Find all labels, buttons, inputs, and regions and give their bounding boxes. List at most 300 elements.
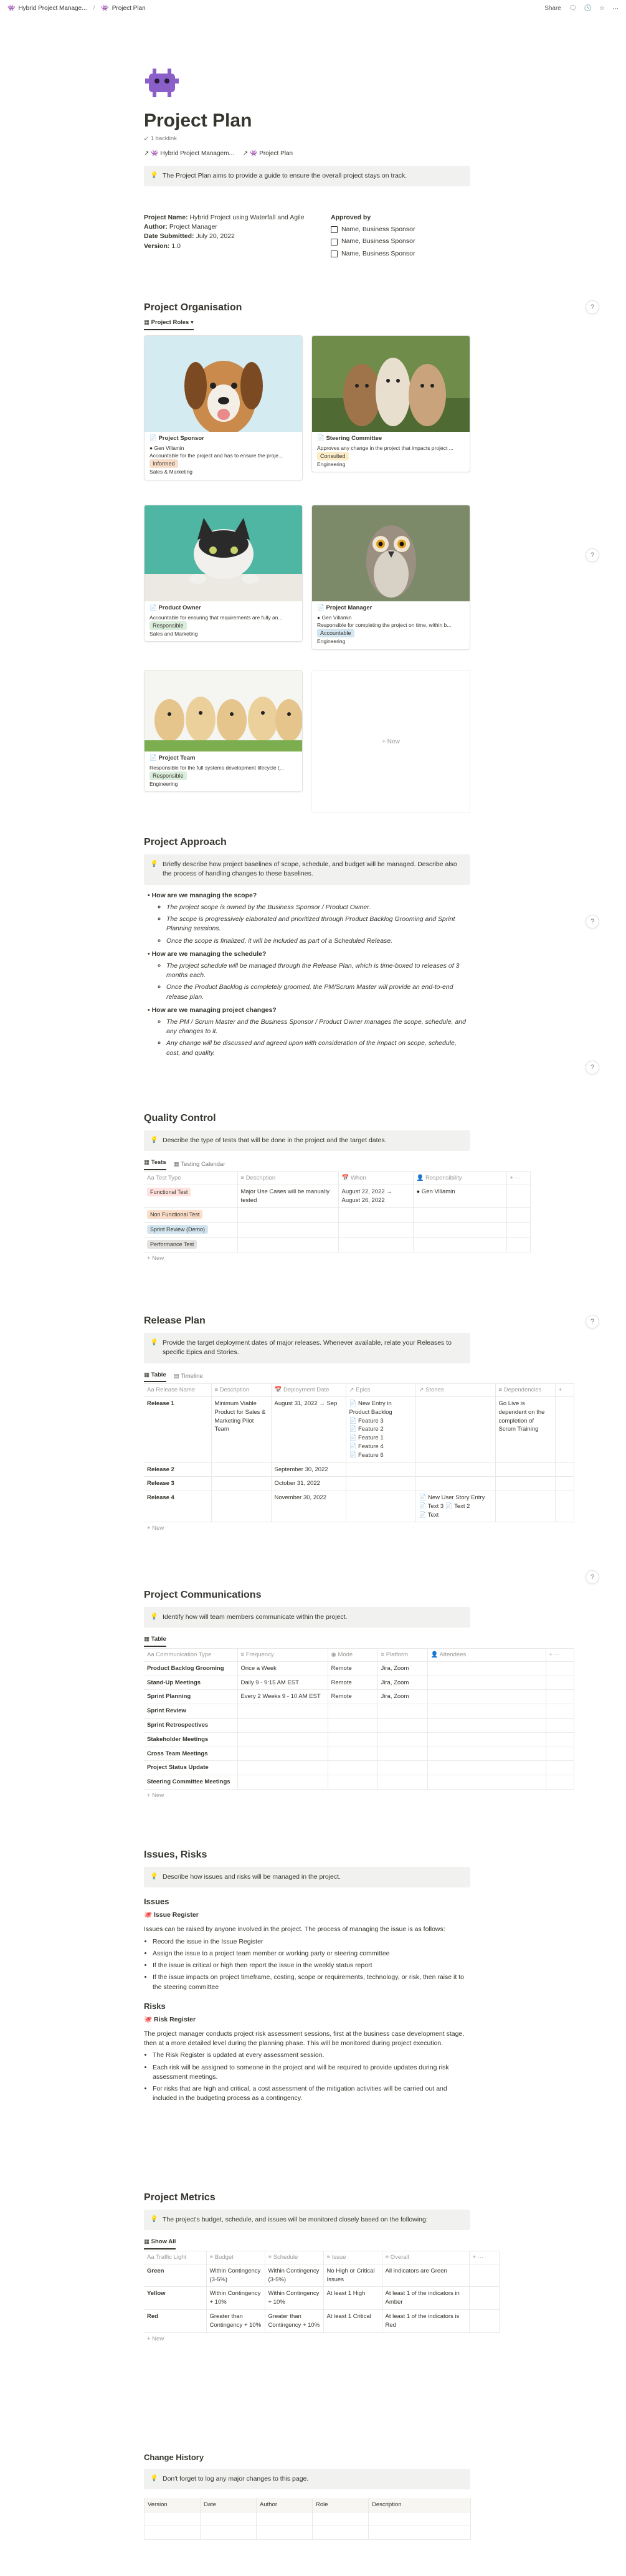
linked-page-2-label: Project Plan bbox=[259, 150, 293, 157]
issue-register-link[interactable] bbox=[144, 1911, 470, 1920]
comm-type[interactable]: Project Status Update bbox=[144, 1761, 237, 1775]
traffic-light[interactable]: Red bbox=[144, 2310, 206, 2333]
card-person: ● Gen Villamin bbox=[149, 444, 184, 451]
new-row-button[interactable]: + New bbox=[147, 1791, 164, 1799]
column-header[interactable]: Aa Communication Type bbox=[144, 1649, 237, 1662]
date-label: Date Submitted: bbox=[144, 232, 194, 241]
comms-callout bbox=[144, 1607, 470, 1628]
card-department: Engineering bbox=[149, 781, 178, 788]
checkbox[interactable] bbox=[331, 239, 338, 246]
lightbulb-icon: 💡 bbox=[150, 1873, 158, 1881]
help-icon[interactable]: ? bbox=[586, 300, 599, 314]
table-row[interactable] bbox=[144, 1477, 574, 1491]
backlinks-label: 1 backlink bbox=[150, 135, 177, 142]
column-header: Description bbox=[369, 2498, 471, 2512]
comm-type[interactable]: Steering Committee Meetings bbox=[144, 1775, 237, 1790]
column-header[interactable]: ≡ Schedule bbox=[265, 2251, 323, 2264]
column-header[interactable]: Aa Traffic Light bbox=[144, 2251, 206, 2264]
card-department: Engineering bbox=[317, 638, 346, 645]
comm-type[interactable]: Sprint Planning bbox=[144, 1690, 237, 1704]
risks-paragraph: The project manager conducts project risk assessment sessions, first at the business case development stage, then at a more detailed level during the planning phase. This will be monitored during project execution. bbox=[144, 2030, 465, 2048]
column-header-label: Mode bbox=[338, 1651, 353, 1659]
quality-callout-text: Describe the type of tests that will be done in the project and the target dates. bbox=[163, 1137, 387, 1145]
column-header[interactable]: 📅 Deployment Date bbox=[271, 1384, 346, 1397]
test-type-tag: Functional Test bbox=[147, 1188, 191, 1196]
table-cell[interactable]: Jira, Zoom bbox=[377, 1676, 427, 1690]
card-title: 📄 Project Manager bbox=[317, 604, 372, 611]
tab-table[interactable]: ▦ Table bbox=[144, 1371, 166, 1383]
comment-icon[interactable]: 🗨 bbox=[568, 4, 577, 12]
relation-item[interactable]: 📄 Feature 2 bbox=[349, 1426, 384, 1433]
history-callout bbox=[144, 2469, 470, 2489]
tab-show-all[interactable]: ▦ Show All bbox=[144, 2238, 176, 2249]
breadcrumb-parent[interactable]: Hybrid Project Manage... bbox=[18, 4, 87, 12]
sponsor-label: Name, Business Sponsor bbox=[341, 237, 415, 246]
change-history-table bbox=[144, 2498, 471, 2540]
table-cell[interactable]: Minimum Viable Product for Sales & Marketing Pilot Team bbox=[211, 1397, 271, 1462]
table-cell[interactable]: Remote bbox=[328, 1676, 377, 1690]
issues-paragraph: Issues can be raised by anyone involved in the project. The process of managing the issue is as follows: bbox=[144, 1925, 445, 1934]
comm-type[interactable]: Stand-Up Meetings bbox=[144, 1676, 237, 1690]
table-cell[interactable]: Major Use Cases will be manually tested bbox=[237, 1185, 338, 1208]
card-title: 📄 Project Sponsor bbox=[149, 435, 204, 442]
comm-type[interactable]: Product Backlog Grooming bbox=[144, 1661, 237, 1676]
register-icon: 🐙 bbox=[144, 1911, 153, 1919]
help-icon[interactable]: ? bbox=[586, 915, 599, 928]
table-cell[interactable]: Remote bbox=[328, 1661, 377, 1676]
release-name[interactable]: Release 1 bbox=[144, 1397, 211, 1462]
approvals bbox=[331, 213, 468, 261]
release-name[interactable]: Release 3 bbox=[144, 1477, 211, 1491]
new-row-button[interactable]: + New bbox=[147, 1525, 164, 1532]
table-row[interactable] bbox=[144, 1491, 574, 1522]
project-name-value: Hybrid Project using Waterfall and Agile bbox=[189, 214, 305, 221]
card-title-text: Steering Committee bbox=[326, 435, 382, 442]
page-emoji-icon[interactable] bbox=[144, 67, 180, 103]
tests-table bbox=[144, 1171, 531, 1252]
quality-callout bbox=[144, 1130, 470, 1151]
sponsor-checkbox-row[interactable] bbox=[331, 249, 468, 259]
lightbulb-icon: 💡 bbox=[150, 1613, 158, 1621]
relation-label: Feature 6 bbox=[358, 1451, 384, 1459]
column-header[interactable]: Aa Release Name bbox=[144, 1384, 211, 1397]
tab-table[interactable]: ▦ Table bbox=[144, 1635, 166, 1647]
table-cell[interactable]: Greater than Contingency + 10% bbox=[206, 2310, 265, 2333]
test-type-tag: Performance Test bbox=[147, 1240, 197, 1249]
card-title: 📄 Project Team bbox=[149, 755, 196, 761]
intro-callout-text: The Project Plan aims to provide a guide to ensure the overall project stays on track. bbox=[163, 172, 407, 180]
tab-tests[interactable]: ▦ Tests bbox=[144, 1158, 166, 1170]
column-header-label: Schedule bbox=[273, 2254, 298, 2261]
checkbox[interactable] bbox=[331, 250, 338, 257]
add-column-button[interactable]: + bbox=[555, 1384, 574, 1397]
table-row[interactable] bbox=[144, 1462, 574, 1477]
approach-list bbox=[144, 891, 470, 1058]
release-name[interactable]: Release 4 bbox=[144, 1491, 211, 1522]
table-row[interactable] bbox=[144, 1397, 574, 1462]
tab-show-all-label: Show All bbox=[151, 2238, 176, 2246]
lightbulb-icon: 💡 bbox=[150, 861, 158, 868]
raci-tag: Accountable bbox=[317, 629, 354, 637]
comms-callout-text: Identify how will team members communicate within the project. bbox=[163, 1613, 348, 1621]
table-cell[interactable]: Jira, Zoom bbox=[377, 1661, 427, 1676]
raci-tag: Responsible bbox=[149, 621, 187, 630]
column-header-label: When bbox=[350, 1175, 366, 1182]
card-title-text: Project Manager bbox=[326, 604, 372, 611]
column-header[interactable]: ◉ Mode bbox=[328, 1649, 377, 1662]
table-row[interactable] bbox=[144, 2264, 499, 2287]
star-icon[interactable]: ☆ bbox=[599, 4, 605, 12]
table-cell[interactable]: September 30, 2022 bbox=[271, 1462, 346, 1477]
person-name: Gen Villamin bbox=[154, 444, 184, 451]
table-row[interactable] bbox=[144, 2310, 499, 2333]
section-heading-approach[interactable]: Project Approach bbox=[144, 837, 227, 847]
tab-table-label: Table bbox=[151, 1371, 166, 1378]
table-row[interactable] bbox=[144, 2287, 499, 2310]
add-column-button[interactable]: + ··· bbox=[546, 1649, 574, 1662]
metrics-callout-text: The project's budget, schedule, and issues will be monitored closely based on the following: bbox=[163, 2216, 428, 2224]
table-cell[interactable] bbox=[257, 2512, 313, 2526]
issue-register-label: Issue Register bbox=[154, 1911, 199, 1919]
table-row[interactable] bbox=[144, 1690, 574, 1704]
comms-view-tabs bbox=[144, 1635, 470, 1647]
top-bar bbox=[0, 0, 626, 17]
raci-tag: Consulted bbox=[317, 452, 349, 460]
risks-subheading[interactable]: Risks bbox=[144, 2001, 166, 2011]
risk-register-link[interactable] bbox=[144, 2015, 470, 2025]
column-header[interactable]: ≡ Dependencies bbox=[495, 1384, 555, 1397]
table-row[interactable] bbox=[144, 1223, 530, 1238]
tab-testing-calendar[interactable]: ▦ Testing Calendar bbox=[173, 1160, 225, 1168]
relation-item[interactable]: 📄 Text bbox=[419, 1511, 439, 1519]
comm-type[interactable]: Cross Team Meetings bbox=[144, 1747, 237, 1761]
table-cell[interactable]: November 30, 2022 bbox=[271, 1491, 346, 1522]
author-value: Project Manager bbox=[169, 223, 217, 231]
table-cell[interactable]: Greater than Contingency + 10% bbox=[265, 2310, 323, 2333]
lightbulb-icon: 💡 bbox=[150, 1137, 158, 1144]
column-header[interactable]: ↗ Stories bbox=[415, 1384, 495, 1397]
approach-item: ◦ The scope is progressively elaborated and prioritized through Product Backlog Grooming and Sprint Planning sessions. bbox=[166, 915, 470, 933]
table-cell[interactable]: October 31, 2022 bbox=[271, 1477, 346, 1491]
table-row[interactable] bbox=[144, 1185, 530, 1208]
table-cell[interactable]: Go Live is dependent on the completion of Scrum Training bbox=[495, 1397, 555, 1462]
column-header: Role bbox=[313, 2498, 369, 2512]
approach-callout bbox=[144, 854, 470, 884]
communications-table bbox=[144, 1648, 574, 1790]
tab-project-roles-label: Project Roles bbox=[151, 319, 189, 327]
card-title-text: Product Owner bbox=[158, 604, 201, 611]
table-cell[interactable] bbox=[257, 2526, 313, 2539]
register-icon: 🐙 bbox=[144, 2015, 153, 2023]
table-cell[interactable]: August 22, 2022 → August 26, 2022 bbox=[338, 1185, 413, 1208]
author-label: Author: bbox=[144, 223, 168, 231]
table-cell[interactable]: Within Contingency (3-5%) bbox=[206, 2264, 265, 2287]
version-value: 1.0 bbox=[171, 242, 181, 250]
card-title: 📄 Product Owner bbox=[149, 604, 201, 611]
traffic-light[interactable]: Yellow bbox=[144, 2287, 206, 2310]
table-cell[interactable]: At least 1 High bbox=[323, 2287, 382, 2310]
section-heading-quality[interactable]: Quality Control bbox=[144, 1113, 216, 1123]
stories-cell[interactable] bbox=[415, 1491, 495, 1522]
table-cell[interactable]: At least 1 of the indicators is Red bbox=[382, 2310, 469, 2333]
column-header[interactable]: ≡ Description bbox=[237, 1172, 338, 1185]
column-header-label: Description bbox=[245, 1175, 276, 1182]
column-header: Version bbox=[145, 2498, 201, 2512]
column-header-label: Release Name bbox=[156, 1386, 196, 1394]
card-description: Responsible for completing the project on time, within b... bbox=[317, 622, 452, 629]
column-header-label: Platform bbox=[386, 1651, 409, 1659]
section-heading-communications[interactable]: Project Communications bbox=[144, 1590, 262, 1600]
table-row[interactable] bbox=[144, 1676, 574, 1690]
new-row-button[interactable]: + New bbox=[147, 1254, 164, 1262]
table-cell[interactable]: Once a Week bbox=[237, 1661, 328, 1676]
table-cell[interactable]: At least 1 of the indicators in Amber bbox=[382, 2287, 469, 2310]
section-heading-release[interactable]: Release Plan bbox=[144, 1315, 206, 1326]
approach-item: ◦ Any change will be discussed and agreed upon with consideration of the impact on scope, schedule, cost, and quality. bbox=[166, 1039, 470, 1057]
release-table bbox=[144, 1383, 574, 1522]
table-row[interactable] bbox=[144, 1732, 574, 1747]
release-callout bbox=[144, 1333, 470, 1363]
table-cell[interactable]: August 31, 2022 → Sep bbox=[271, 1397, 346, 1462]
section-heading-metrics[interactable]: Project Metrics bbox=[144, 2192, 216, 2203]
column-header-label: Epics bbox=[356, 1386, 371, 1394]
approved-by-heading: Approved by bbox=[331, 214, 371, 221]
relation-item[interactable]: 📄 Feature 1 bbox=[349, 1434, 384, 1442]
section-heading-issues-risks[interactable]: Issues, Risks bbox=[144, 1849, 207, 1860]
card-department: Sales & Marketing bbox=[149, 469, 192, 475]
tab-table-label: Table bbox=[151, 1636, 166, 1643]
table-row[interactable] bbox=[144, 1747, 574, 1761]
column-header[interactable]: ≡ Frequency bbox=[237, 1649, 328, 1662]
column-header-label: Description bbox=[219, 1386, 250, 1394]
column-header-label: Issue bbox=[331, 2254, 346, 2261]
column-header-label: Budget bbox=[214, 2254, 234, 2261]
table-cell[interactable]: At least 1 Critical bbox=[323, 2310, 382, 2333]
table-cell[interactable]: Within Contingency + 10% bbox=[265, 2287, 323, 2310]
comm-type[interactable]: Sprint Retrospectives bbox=[144, 1719, 237, 1733]
approach-callout-text: Briefly describe how project baselines of scope, schedule, and budget will be managed. Describe also the process of handling changes to these baselines. bbox=[163, 861, 457, 878]
relation-item[interactable]: 📄 Feature 3 bbox=[349, 1417, 384, 1424]
table-row[interactable] bbox=[145, 2512, 471, 2526]
table-cell[interactable]: Within Contingency (3-5%) bbox=[265, 2264, 323, 2287]
card-title-text: Project Sponsor bbox=[158, 435, 204, 442]
share-button[interactable]: Share bbox=[544, 4, 561, 12]
relation-label: Feature 4 bbox=[358, 1443, 384, 1450]
column-header[interactable]: ↗ Epics bbox=[346, 1384, 415, 1397]
section-heading-organisation[interactable]: Project Organisation bbox=[144, 302, 242, 313]
approach-question: • How are we managing project changes? bbox=[148, 1006, 277, 1014]
sponsor-checkbox-row[interactable] bbox=[331, 225, 468, 234]
add-column-button[interactable]: + ··· bbox=[469, 2251, 499, 2264]
history-callout-text: Don't forget to log any major changes to this page. bbox=[163, 2474, 309, 2483]
approach-item: ◦ Once the Product Backlog is completely groomed, the PM/Scrum Master will provide an end-to-end release plan. bbox=[166, 983, 470, 1001]
approach-item: ◦ The project scope is owned by the Business Sponsor / Product Owner. bbox=[166, 903, 470, 912]
role-card[interactable] bbox=[144, 335, 303, 480]
column-header[interactable]: 📅 When bbox=[338, 1172, 413, 1185]
new-card-button[interactable] bbox=[311, 670, 470, 813]
card-title: 📄 Steering Committee bbox=[317, 435, 382, 442]
tab-testing-calendar-label: Testing Calendar bbox=[181, 1160, 225, 1168]
table-cell[interactable]: All indicators are Green bbox=[382, 2264, 469, 2287]
more-icon[interactable]: ··· bbox=[612, 4, 619, 12]
table-row[interactable] bbox=[145, 2526, 471, 2539]
relation-label: Feature 2 bbox=[358, 1426, 384, 1433]
column-header[interactable]: ≡ Issue bbox=[323, 2251, 382, 2264]
project-meta bbox=[144, 213, 318, 261]
help-icon[interactable]: ? bbox=[586, 1570, 599, 1584]
new-row-button[interactable]: + New bbox=[147, 2335, 164, 2342]
table-cell[interactable] bbox=[313, 2526, 369, 2539]
relation-item[interactable]: 📄 New Entry in Product Backlog bbox=[349, 1400, 392, 1416]
table-cell[interactable]: ● Gen Villamin bbox=[413, 1185, 506, 1208]
column-header-label: Test Type bbox=[156, 1175, 181, 1182]
role-card[interactable] bbox=[311, 335, 470, 472]
add-column-button[interactable]: + ··· bbox=[506, 1172, 530, 1185]
page-icon: 👾 bbox=[7, 4, 16, 12]
column-header-label: Frequency bbox=[245, 1651, 274, 1659]
person-name: Gen Villamin bbox=[321, 614, 352, 621]
puppies-image bbox=[145, 670, 302, 751]
table-row[interactable] bbox=[144, 1661, 574, 1676]
table-row[interactable] bbox=[144, 1208, 530, 1223]
lightbulb-icon: 💡 bbox=[150, 2216, 158, 2223]
role-card[interactable] bbox=[144, 505, 303, 642]
column-header[interactable]: Aa Test Type bbox=[144, 1172, 237, 1185]
issue-step: • Assign the issue to a project team member or working party or steering committee bbox=[153, 1949, 470, 1958]
metrics-callout bbox=[144, 2210, 470, 2230]
help-icon[interactable]: ? bbox=[586, 548, 599, 562]
risk-step: • The Risk Register is updated at every assessment session. bbox=[153, 2051, 470, 2060]
relation-label: Text bbox=[427, 1511, 439, 1519]
table-row[interactable] bbox=[144, 1719, 574, 1733]
table-cell[interactable] bbox=[201, 2526, 257, 2539]
sponsor-label: Name, Business Sponsor bbox=[341, 249, 415, 257]
test-type-tag: Sprint Review (Demo) bbox=[147, 1225, 208, 1234]
table-cell[interactable] bbox=[313, 2512, 369, 2526]
tab-project-roles[interactable]: ▦ Project Roles ▾ bbox=[144, 318, 194, 330]
help-icon[interactable]: ? bbox=[586, 1061, 599, 1074]
comm-type[interactable]: Sprint Review bbox=[144, 1704, 237, 1719]
relation-item[interactable]: 📄 Feature 6 bbox=[349, 1451, 384, 1459]
epics-cell[interactable] bbox=[346, 1397, 415, 1462]
role-card[interactable] bbox=[311, 505, 470, 650]
table-cell[interactable]: Within Contingency + 10% bbox=[206, 2287, 265, 2310]
risk-step: • Each risk will be assigned to someone in the project and will be required to provide updates during risk assessment meetings. bbox=[153, 2063, 470, 2082]
lightbulb-icon: 💡 bbox=[150, 2474, 158, 2482]
card-title-text: Project Team bbox=[158, 755, 196, 761]
breadcrumb-separator: / bbox=[93, 4, 95, 12]
table-row[interactable] bbox=[144, 1775, 574, 1790]
raci-tag: Informed bbox=[149, 459, 178, 468]
risk-register-label: Risk Register bbox=[154, 2015, 196, 2023]
table-cell[interactable]: Jira, Zoom bbox=[377, 1690, 427, 1704]
quality-view-tabs bbox=[144, 1158, 470, 1170]
linked-page-1[interactable]: ↗ 👾 Hybrid Project Managem... bbox=[144, 150, 234, 157]
relation-label: New User Story Entry bbox=[427, 1494, 485, 1502]
version-label: Version: bbox=[144, 242, 170, 250]
new-card-label: + New bbox=[382, 738, 400, 745]
column-header[interactable]: ≡ Description bbox=[211, 1384, 271, 1397]
column-header[interactable]: 👤 Responsibility bbox=[413, 1172, 506, 1185]
table-cell[interactable]: Every 2 Weeks 9 - 10 AM EST bbox=[237, 1690, 328, 1704]
card-description: Responsible for the full systems development lifecycle (... bbox=[149, 764, 284, 771]
lightbulb-icon: 💡 bbox=[150, 1339, 158, 1347]
page-title[interactable]: Project Plan bbox=[144, 110, 252, 131]
metrics-view-tabs bbox=[144, 2238, 470, 2249]
project-name-label: Project Name: bbox=[144, 214, 188, 221]
approach-question-text: How are we managing the scope? bbox=[151, 891, 257, 899]
intro-callout bbox=[144, 166, 470, 186]
release-name[interactable]: Release 2 bbox=[144, 1462, 211, 1477]
help-icon[interactable]: ? bbox=[586, 1315, 599, 1329]
table-row[interactable] bbox=[144, 1704, 574, 1719]
column-header-label: Communication Type bbox=[156, 1651, 212, 1659]
comm-type[interactable]: Stakeholder Meetings bbox=[144, 1732, 237, 1747]
release-callout-text: Provide the target deployment dates of major releases. Whenever available, relate your Releases to specific Epics and Stories. bbox=[163, 1339, 452, 1357]
history-icon[interactable]: 🕓 bbox=[584, 4, 592, 12]
section-heading-change-history[interactable]: Change History bbox=[144, 2453, 204, 2462]
table-row[interactable] bbox=[144, 1761, 574, 1775]
table-row[interactable] bbox=[144, 1238, 530, 1252]
tab-timeline[interactable]: ▤ Timeline bbox=[173, 1373, 203, 1380]
column-header[interactable]: 👤 Attendees bbox=[427, 1649, 546, 1662]
table-cell[interactable] bbox=[145, 2526, 201, 2539]
table-cell[interactable] bbox=[201, 2512, 257, 2526]
relation-item[interactable]: 📄 Feature 4 bbox=[349, 1443, 384, 1450]
column-header-label: Deployment Date bbox=[283, 1386, 330, 1394]
column-header[interactable]: ≡ Budget bbox=[206, 2251, 265, 2264]
table-cell[interactable]: Remote bbox=[328, 1690, 377, 1704]
column-header-label: Attendees bbox=[439, 1651, 467, 1659]
traffic-light[interactable]: Green bbox=[144, 2264, 206, 2287]
owl-image bbox=[312, 505, 470, 601]
sponsor-checkbox-row[interactable] bbox=[331, 237, 468, 246]
approach-item: ◦ Once the scope is finalized, it will be included as part of a Scheduled Release. bbox=[166, 937, 470, 946]
column-header-label: Traffic Light bbox=[156, 2254, 187, 2261]
relation-label: New Entry in Product Backlog bbox=[349, 1400, 392, 1416]
relation-item[interactable]: 📄 New User Story Entry bbox=[419, 1494, 485, 1502]
table-cell[interactable]: No High or Critical Issues bbox=[323, 2264, 382, 2287]
table-cell[interactable] bbox=[369, 2526, 471, 2539]
column-header-label: Dependencies bbox=[503, 1386, 542, 1394]
checkbox[interactable] bbox=[331, 226, 338, 233]
approach-question: • How are we managing the scope? bbox=[148, 891, 257, 899]
alpaca-image bbox=[312, 336, 470, 432]
backlinks[interactable]: ↙ 1 backlink bbox=[144, 135, 177, 142]
relation-item[interactable]: 📄 Text 3 📄 Text 2 bbox=[419, 1502, 470, 1510]
card-person: ● Gen Villamin bbox=[317, 614, 352, 621]
issue-step: • Record the issue in the Issue Register bbox=[153, 1937, 470, 1947]
breadcrumb-current[interactable]: Project Plan bbox=[111, 4, 146, 12]
tab-timeline-label: Timeline bbox=[181, 1373, 203, 1380]
test-type-tag: Non Functional Test bbox=[147, 1210, 202, 1219]
relation-label: Text 3 bbox=[427, 1502, 444, 1510]
issues-subheading[interactable]: Issues bbox=[144, 1897, 169, 1907]
column-header[interactable]: ≡ Overall bbox=[382, 2251, 469, 2264]
release-view-tabs bbox=[144, 1371, 470, 1383]
linked-page-2[interactable]: ↗ 👾 Project Plan bbox=[242, 150, 293, 157]
table-cell[interactable] bbox=[369, 2512, 471, 2526]
role-card[interactable] bbox=[144, 670, 303, 792]
relation-label: Feature 3 bbox=[358, 1417, 384, 1424]
person-name: Gen Villamin bbox=[421, 1188, 455, 1195]
table-cell[interactable] bbox=[145, 2512, 201, 2526]
table-cell[interactable]: Daily 9 - 9:15 AM EST bbox=[237, 1676, 328, 1690]
column-header-label: Responsibility bbox=[425, 1175, 462, 1182]
cat-image bbox=[145, 505, 302, 601]
linked-page-1-label: Hybrid Project Managem... bbox=[160, 150, 234, 157]
column-header[interactable]: ≡ Platform bbox=[377, 1649, 427, 1662]
